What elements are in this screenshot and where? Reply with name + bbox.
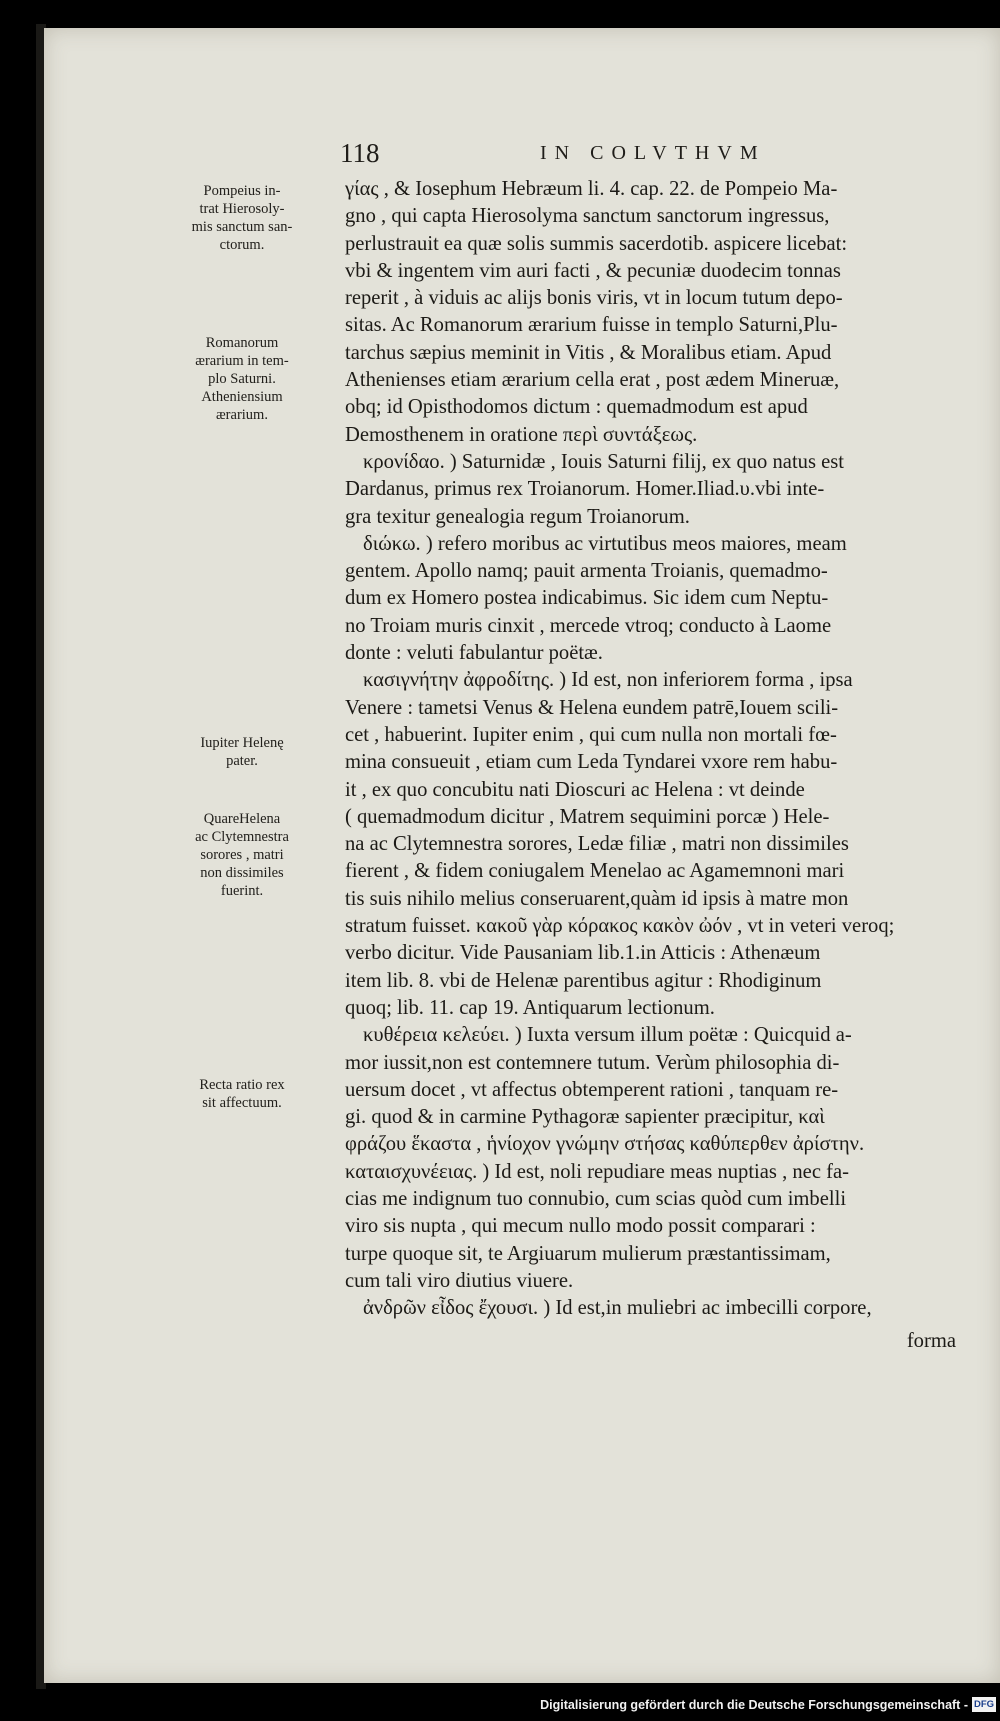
text-line: turpe quoque sit, te Argiuarum mulierum præstantissimam,	[345, 1242, 831, 1265]
dfg-logo: DFG	[973, 1699, 995, 1710]
margin-note-line: Atheniensium	[201, 389, 283, 405]
running-title: IN COLVTHVM	[540, 142, 766, 164]
commentary-body	[345, 176, 950, 1322]
page-header	[340, 138, 840, 174]
text-line: dum ex Homero postea indicabimus. Sic idem cum Neptu-	[345, 587, 829, 610]
margin-note-line: ærarium.	[216, 407, 268, 423]
text-line: cet , habuerint. Iupiter enim , qui cum nulla non mortali fœ-	[345, 723, 837, 746]
text-line: viro sis nupta , qui mecum nullo modo possit comparari :	[345, 1215, 816, 1238]
margin-note-line: mis sanctum san-	[191, 219, 293, 235]
page-number: 118	[340, 138, 380, 168]
text-line: καταισχυνέειας. ) Id est, noli repudiare meas nuptias , nec fa-	[345, 1160, 849, 1183]
margin-note-line: ctorum.	[219, 237, 265, 253]
text-line: κρονίδαο. ) Saturnidæ , Iouis Saturni filij, ex quo natus est	[363, 450, 844, 473]
text-line: mina consueuit , etiam cum Leda Tyndarei vxore rem habu-	[345, 751, 838, 774]
text-line: donte : veluti fabulantur poëtæ.	[345, 642, 603, 665]
text-line: ἀνδρῶν εἶδος ἔχουσι. ) Id est,in muliebri ac imbecilli corpore,	[363, 1297, 872, 1320]
margin-note-line: non dissimiles	[200, 865, 284, 881]
margin-note-iupiter	[178, 734, 306, 770]
text-line: stratum fuisset. κακοῦ γὰρ κόρακος κακὸν ὠόν , vt in veteri veroq;	[345, 915, 895, 938]
text-line: gentem. Apollo namq; pauit armenta Troianis, quemadmo-	[345, 560, 828, 583]
text-line: verbo dicitur. Vide Pausaniam lib.1.in Atticis : Athenæum	[345, 942, 821, 965]
text-line: gno , qui capta Hierosolyma sanctum sanctorum ingressus,	[345, 205, 830, 228]
text-line: no Troiam muris cinxit , mercede vtroq; conducto à Laome	[345, 614, 832, 637]
text-line: perlustrauit ea quæ solis summis sacerdotib. aspicere licebat:	[345, 232, 848, 255]
text-line: Demosthenem in oratione περὶ συντάξεως.	[345, 423, 698, 446]
margin-note-line: plo Saturni.	[208, 371, 276, 387]
text-line: tarchus sæpius meminit in Vitis , & Moralibus etiam. Apud	[345, 341, 832, 364]
text-line: Dardanus, primus rex Troianorum. Homer.Iliad.υ.vbi inte-	[345, 478, 825, 501]
text-line: διώκω. ) refero moribus ac virtutibus meos maiores, meam	[363, 532, 847, 555]
text-line: ( quemadmodum dicitur , Matrem sequimini porcæ ) Hele-	[345, 805, 830, 828]
margin-note-line: fuerint.	[220, 883, 264, 899]
text-line: cum tali viro diutius viuere.	[345, 1269, 574, 1292]
margin-note-line: Iupiter Helenę	[200, 735, 284, 751]
text-line: Athenienses etiam ærarium cella erat , post ædem Mineruæ,	[345, 369, 840, 392]
funding-credit: Digitalisierung gefördert durch die Deutsche Forschungsgemeinschaft -	[540, 1698, 968, 1712]
margin-note-line: Romanorum	[205, 335, 279, 351]
text-line: tis suis nihilo melius conseruarent,quàm id ipsis à matre mon	[345, 887, 849, 910]
margin-note-line: trat Hierosoly-	[199, 201, 285, 217]
digitization-footer	[0, 1690, 1000, 1721]
margin-note-line: sorores , matri	[200, 847, 284, 863]
text-line: item lib. 8. vbi de Helenæ parentibus agitur : Rhodiginum	[345, 969, 822, 992]
text-line: sitas. Ac Romanorum ærarium fuisse in templo Saturni,Plu-	[345, 314, 838, 337]
text-line: κασιγνήτην ἀφροδίτης. ) Id est, non inferiorem forma , ipsa	[363, 669, 853, 692]
margin-note-line: ærarium in tem-	[195, 353, 289, 369]
margin-note-line: pater.	[226, 753, 258, 769]
text-line: gra texitur genealogia regum Troianorum.	[345, 505, 690, 528]
margin-note-pompeius	[178, 182, 306, 254]
text-line: γίας , & Iosephum Hebræum li. 4. cap. 22. de Pompeio Ma-	[345, 178, 838, 200]
text-line: φράζου ἕκαστα , ἡνίοχον γνώμην στήσας καθύπερθεν ἀρίστην.	[345, 1133, 865, 1156]
text-line: mor iussit,non est contemnere tutum. Verùm philosophia di-	[345, 1051, 840, 1074]
text-line: cias me indignum tuo connubio, cum scias quòd cum imbelli	[345, 1187, 847, 1210]
margin-note-recta-ratio	[178, 1076, 306, 1112]
margin-note-line: ac Clytemnestra	[195, 829, 289, 845]
margin-note-line: QuareHelena	[203, 811, 281, 827]
margin-note-romanorum	[178, 334, 306, 388]
text-line: quoq; lib. 11. cap 19. Antiquarum lectionum.	[345, 996, 715, 1019]
catchword: forma	[906, 1330, 956, 1352]
margin-note-line: Recta ratio rex	[199, 1077, 285, 1093]
text-line: na ac Clytemnestra sorores, Ledæ filiæ , matri non dissimiles	[345, 833, 849, 856]
text-line: κυθέρεια κελεύει. ) Iuxta versum illum poëtæ : Quicquid a-	[363, 1024, 852, 1047]
text-line: fierent , & fidem coniugalem Menelao ac Agamemnoni mari	[345, 860, 845, 883]
text-line: obq; id Opisthodomos dictum : quemadmodum est apud	[345, 396, 808, 419]
margin-note-line: Pompeius in-	[203, 183, 281, 199]
margin-note-line: sit affectuum.	[202, 1095, 282, 1111]
margin-note-helena	[178, 810, 306, 900]
margin-note-atheniensium	[178, 388, 306, 424]
text-line: uersum docet , vt affectus obtemperent rationi , tanquam re-	[345, 1078, 839, 1101]
text-line: gi. quod & in carmine Pythagoræ sapienter præcipitur, καὶ	[345, 1106, 825, 1129]
text-line: vbi & ingentem vim auri facti , & pecuniæ duodecim tonnas	[345, 259, 841, 282]
text-line: Venere : tametsi Venus & Helena eundem patrē,Iouem scili-	[345, 696, 839, 719]
text-line: reperit , à viduis ac alijs bonis viris, vt in locum tutum depo-	[345, 287, 843, 310]
text-line: it , ex quo concubitu nati Dioscuri ac Helena : vt deinde	[345, 778, 805, 801]
